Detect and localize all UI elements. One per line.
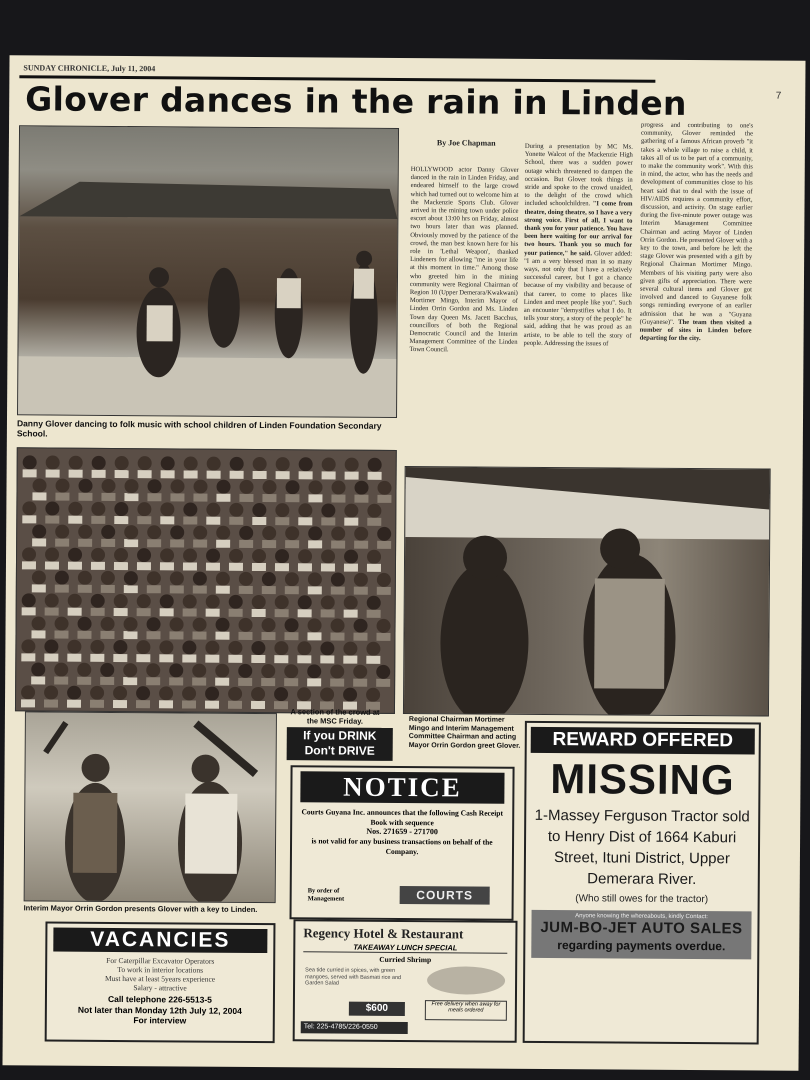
drink-line: If you DRINK bbox=[303, 728, 377, 743]
vacancies-line-1: For Caterpillar Excavator Operators bbox=[106, 955, 215, 966]
photo-2-illustration bbox=[16, 448, 396, 713]
vacancies-line-3: Must have at least 5years experience bbox=[104, 973, 216, 984]
vacancies-line-2: To work in interior locations bbox=[117, 965, 204, 975]
dateline: SUNDAY CHRONICLE, July 11, 2004 bbox=[23, 63, 156, 74]
notice-body-1: Courts Guyana Inc. announces that the following Cash Receipt Book with sequence bbox=[301, 807, 504, 827]
photo-glover-dancing bbox=[17, 125, 399, 418]
reward-missing-ad bbox=[523, 721, 761, 1045]
photo-4-illustration bbox=[25, 712, 276, 902]
shrimp-plate-image bbox=[427, 966, 505, 995]
newspaper-page bbox=[2, 55, 805, 1071]
article-column-3 bbox=[639, 122, 753, 463]
courts-logo: COURTS bbox=[400, 886, 490, 905]
drink-drive-ad bbox=[287, 727, 393, 761]
photo-key-to-linden bbox=[24, 711, 277, 903]
vacancies-ad bbox=[45, 922, 276, 1044]
article-column-1 bbox=[409, 166, 519, 467]
reward-banner: REWARD OFFERED bbox=[531, 727, 755, 755]
caption-photo-3: Regional Chairman Mortimer Mingo and Interim Management Committee Chairman and acting Mayor Orrin Gordon greet Glover. bbox=[408, 716, 521, 750]
article-col2-text-a: During a presentation by MC Ms. Yonette Walcot of the Mackenzie High School, there was a sudden power outage which threatened to dampen the occasion. But Glover took things in stride and spoke to the crowd unaided, to the delight of the crowd which included schoolchildren. bbox=[524, 142, 633, 208]
hotel-dish-description: Sea tide curried in spices, with green mangoes, served with Basmati rice and Garden Salad bbox=[305, 967, 402, 987]
hotel-subtitle: TAKEAWAY LUNCH SPECIAL bbox=[303, 942, 507, 953]
byline: By Joe Chapman bbox=[436, 138, 496, 148]
article-column-2 bbox=[523, 143, 633, 464]
vacancies-phone: Call telephone 226-5513-5 bbox=[107, 993, 212, 1005]
missing-details: 1-Massey Ferguson Tractor sold to Henry Dist of 1664 Kaburi Street, Ituni District, Upper Demerara River. bbox=[534, 806, 750, 889]
notice-sequence: Nos. 271659 - 271700 bbox=[366, 826, 438, 837]
reward-regarding: regarding payments overdue. bbox=[557, 938, 726, 954]
article-col2-quote: "I come from theatre, doing theatre, so I have a very strong voice. First of all, I want to thank you for your patience. You have been here waiting for our arrival for two hours. Thank you so much for your patience," he said. bbox=[524, 200, 633, 257]
vacancies-closing: For interview bbox=[133, 1015, 187, 1026]
notice-ad bbox=[290, 765, 515, 921]
photo-3-illustration bbox=[404, 467, 770, 716]
notice-body-2: is not valid for any business transactions on behalf of the Company. bbox=[311, 836, 493, 856]
article-col1-text: HOLLYWOOD actor Danny Glover danced in the rain in Linden Friday, and endeared himself to the large crowd which had turned out to welcome him at the Mackenzie Sports Club. Glover arrived in the mining town under police escort about 13:00 hrs on Friday, almost two hours later than was planned. Obviously moved by the patience of the crowd, the man best known here for his role in 'Lethal Weapon', thanked Lindeners for allowing "me in your life at this moment in time." Among those who greeted him in the mining community were Regional Chairman of Region 10 (Upper Demerara/Kwakwani) Mortimer Mingo, Interim Mayor of Linden Orrin Gordon and Ms. Linden Town day Queen Ms. Jacett Bacchus, councillors of both the Regional Democratic Council and the Interim Management Committee of the Linden Town Council. bbox=[409, 166, 519, 354]
photo-1-illustration bbox=[18, 126, 398, 417]
caption-photo-1: Danny Glover dancing to folk music with school children of Linden Foundation Secondary School. bbox=[16, 418, 382, 439]
hotel-dish: Curried Shrimp bbox=[379, 954, 432, 965]
caption-photo-4: Interim Mayor Orrin Gordon presents Glover with a key to Linden. bbox=[23, 903, 258, 914]
photo-crowd bbox=[15, 447, 397, 714]
missing-title: MISSING bbox=[550, 755, 735, 804]
reward-contact: Anyone knowing the whereabouts, kindly Contact: bbox=[575, 913, 708, 921]
headline: Glover dances in the rain in Linden bbox=[25, 79, 687, 123]
regency-hotel-ad bbox=[293, 919, 518, 1043]
notice-signoff: By order of Management bbox=[307, 887, 345, 903]
article-col3-closing: The team then visited a number of sites in Linden before departing for the city. bbox=[639, 318, 752, 343]
jumbojet-company: JUM-BO-JET AUTO SALES bbox=[540, 918, 743, 938]
vacancies-deadline: Not later than Monday 12th July 12, 2004 bbox=[77, 1004, 242, 1016]
hotel-phone: Tel: 225-4785/226-0550 bbox=[301, 1021, 408, 1034]
article-col2-text-b: Glover added: "I am a very blessed man in so many ways, not only that I have a relatively successful career, but I got a chance because of my visibility and because of that career, to come to places like Linden and meet people like you". Such an encounter "demystifies what I do. It tells your story, a story of the people" he said, adding that he was proud as an artiste, to be able to tell the story of people. Addressing the issues of bbox=[523, 249, 633, 348]
hotel-delivery: Free delivery when away for meals ordered bbox=[425, 1000, 507, 1021]
drive-line: Don't DRIVE bbox=[304, 743, 375, 758]
hotel-title: Regency Hotel & Restaurant bbox=[303, 925, 464, 942]
photo-mingo-greets-glover bbox=[403, 466, 771, 717]
page-number: 7 bbox=[775, 90, 782, 102]
article-col3-text: progress and contributing to one's community, Glover reminded the gathering of a famous African proverb "it takes a whole village to raise a child, it takes all of us to be part of a community, to make the community work". With this in mind, the actor, who has the needs and development of communities close to his heart said that to deal with the issue of HIV/AIDS requires a community effort, discussion, and activity. On stage earlier during the five-minute power outage was Interim Management Committee Chairman and acting Mayor of Linden Orrin Gordon. He presented Glover with a key to the town, and before he left the stage Glover was presented with a gift by Regional Chairman Mortimer Mingo. Members of his visiting party were also given gifts of appreciation. There were several cultural items and Glover got involved and danced to Guyanese folk songs reminding everyone of an earlier admission that he was a "Guyana (Guyanese)". bbox=[639, 121, 754, 326]
hotel-price: $600 bbox=[349, 1002, 405, 1016]
vacancies-line-4: Salary - attractive bbox=[133, 983, 187, 993]
notice-title: NOTICE bbox=[300, 771, 504, 803]
missing-owes-note: (Who still owes for the tractor) bbox=[575, 893, 709, 906]
vacancies-title: VACANCIES bbox=[53, 928, 267, 953]
caption-photo-2: A section of the crowd at the MSC Friday. bbox=[290, 707, 380, 726]
